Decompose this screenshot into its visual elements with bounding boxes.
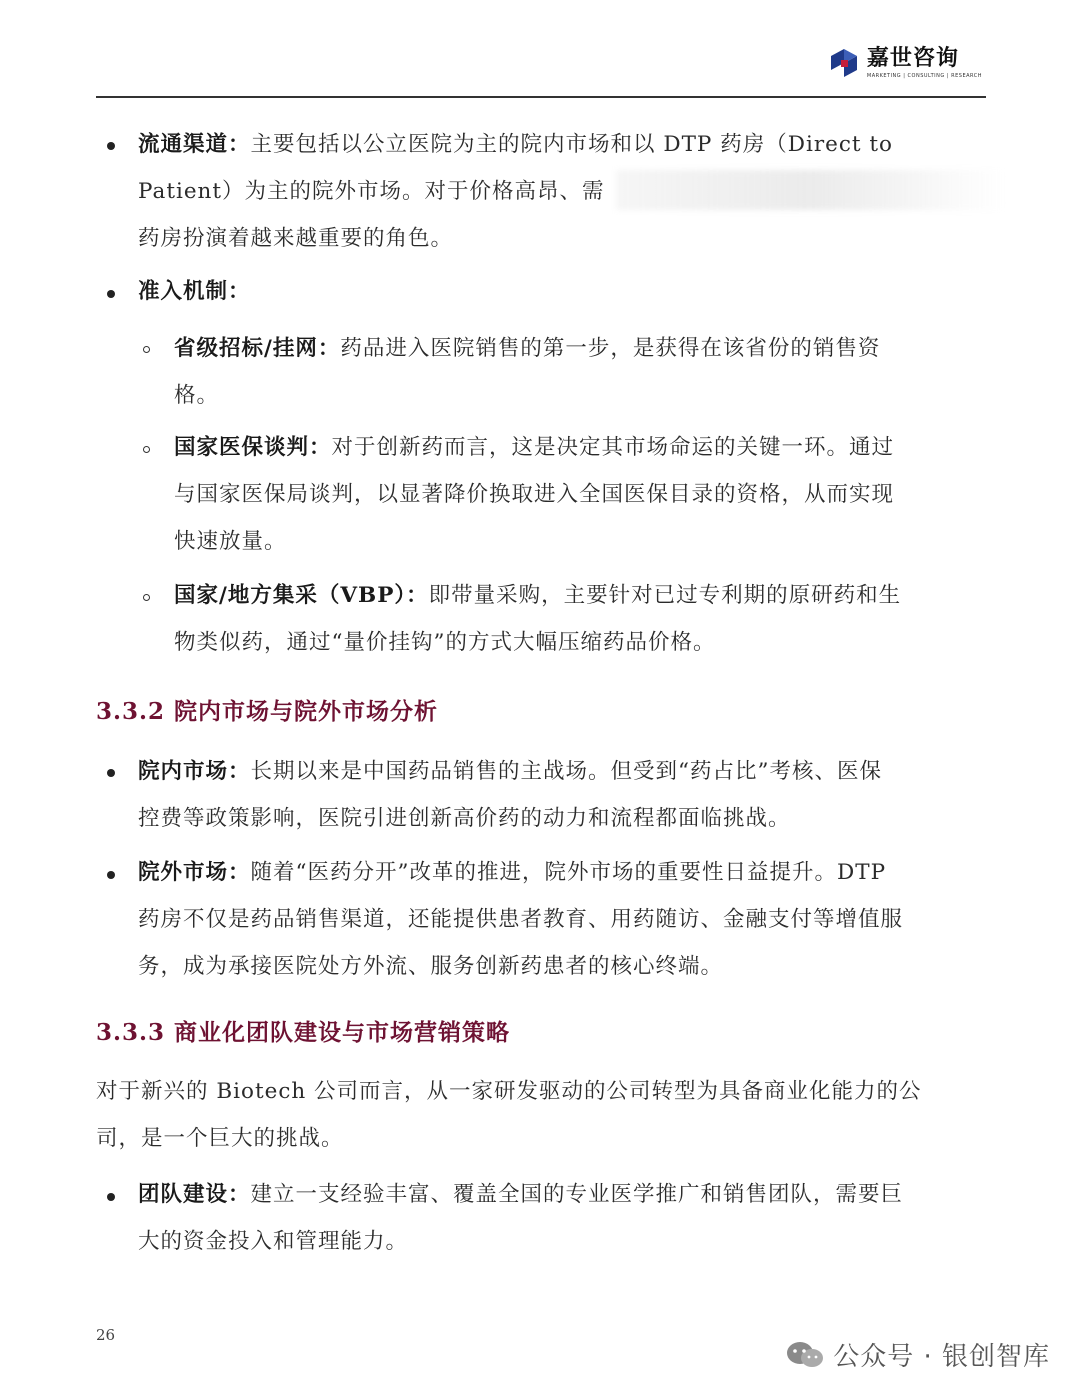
text-line: 长期以来是中国药品销售的主战场。但受到“药占比”考核、医保 xyxy=(250,759,883,784)
bullet-icon xyxy=(107,871,115,879)
text-line: 司，是一个巨大的挑战。 xyxy=(96,1126,344,1151)
header-divider xyxy=(96,96,986,98)
text-line: 与国家医保局谈判，以显著降价换取进入全国医保目录的资格，从而实现 xyxy=(174,482,895,507)
term-nhsa-negotiation: 国家医保谈判： xyxy=(174,435,332,460)
sub-bullet-icon xyxy=(143,346,150,353)
blurred-overlay xyxy=(616,170,1004,210)
text-line: 建立一支经验丰富、覆盖全国的专业医学推广和销售团队，需要巨 xyxy=(250,1182,904,1207)
paragraph-inhospital xyxy=(138,748,986,842)
text-line: 药房不仅是药品销售渠道，还能提供患者教育、用药随访、金融支付等增值服 xyxy=(138,907,904,932)
bullet-icon xyxy=(107,142,115,150)
logo-tagline: MARKETING | CONSULTING | RESEARCH xyxy=(866,73,982,79)
paragraph-provincial-bidding xyxy=(174,325,986,419)
paragraph-access xyxy=(138,268,986,315)
logo-mark-icon xyxy=(827,46,861,80)
text-line: 务，成为承接医院处方外流、服务创新药患者的核心终端。 xyxy=(138,954,724,979)
term-team: 团队建设： xyxy=(138,1182,251,1207)
text-line: 对于新兴的 Biotech 公司而言，从一家研发驱动的公司转型为具备商业化能力的公 xyxy=(96,1079,922,1104)
text-line: 格。 xyxy=(174,383,220,408)
bullet-icon xyxy=(107,1193,115,1201)
sub-bullet-icon xyxy=(143,594,150,601)
page-header xyxy=(96,40,986,97)
text-line: 药品进入医院销售的第一步，是获得在该省份的销售资 xyxy=(340,336,881,361)
paragraph-intro xyxy=(96,1068,986,1162)
paragraph-nhsa-negotiation xyxy=(174,424,986,565)
text-line: 控费等政策影响，医院引进创新高价药的动力和流程都面临挑战。 xyxy=(138,806,791,831)
text-line: 物类似药，通过“量价挂钩”的方式大幅压缩药品价格。 xyxy=(174,630,716,655)
text-line: 即带量采购，主要针对已过专利期的原研药和生 xyxy=(428,583,902,608)
page-number: 26 xyxy=(96,1326,116,1344)
paragraph-vbp xyxy=(174,572,986,666)
text-line: 主要包括以公立医院为主的院内市场和以 DTP 药房（Direct to xyxy=(250,132,893,157)
company-logo xyxy=(827,46,982,80)
logo-name: 嘉世咨询 xyxy=(866,46,959,71)
wechat-icon xyxy=(785,1340,825,1370)
term-vbp: 国家/地方集采（VBP）： xyxy=(174,583,429,608)
text-line: 随着“医药分开”改革的推进，院外市场的重要性日益提升。DTP xyxy=(250,860,887,885)
term-provincial-bidding: 省级招标/挂网： xyxy=(174,336,341,361)
text-line: Patient）为主的院外市场。对于价格高昂、需 xyxy=(138,179,605,204)
term-access: 准入机制： xyxy=(138,279,251,304)
section-heading-3-3-2: 3.3.2 院内市场与院外市场分析 xyxy=(96,698,439,725)
watermark-text: 公众号 · 银创智库 xyxy=(833,1342,1050,1372)
bullet-icon xyxy=(107,290,115,298)
watermark xyxy=(785,1336,1050,1373)
paragraph-outhospital xyxy=(138,849,986,990)
term-outhospital: 院外市场： xyxy=(138,860,251,885)
section-heading-3-3-3: 3.3.3 商业化团队建设与市场营销策略 xyxy=(96,1019,511,1046)
term-inhospital: 院内市场： xyxy=(138,759,251,784)
sub-bullet-icon xyxy=(143,446,150,453)
text-line: 快速放量。 xyxy=(174,529,287,554)
bullet-icon xyxy=(107,769,115,777)
text-line: 药房扮演着越来越重要的角色。 xyxy=(138,226,454,251)
text-line: 对于创新药而言，这是决定其市场命运的关键一环。通过 xyxy=(331,435,895,460)
text-line: 大的资金投入和管理能力。 xyxy=(138,1229,409,1254)
paragraph-team xyxy=(138,1171,986,1265)
term-channel: 流通渠道： xyxy=(138,132,251,157)
